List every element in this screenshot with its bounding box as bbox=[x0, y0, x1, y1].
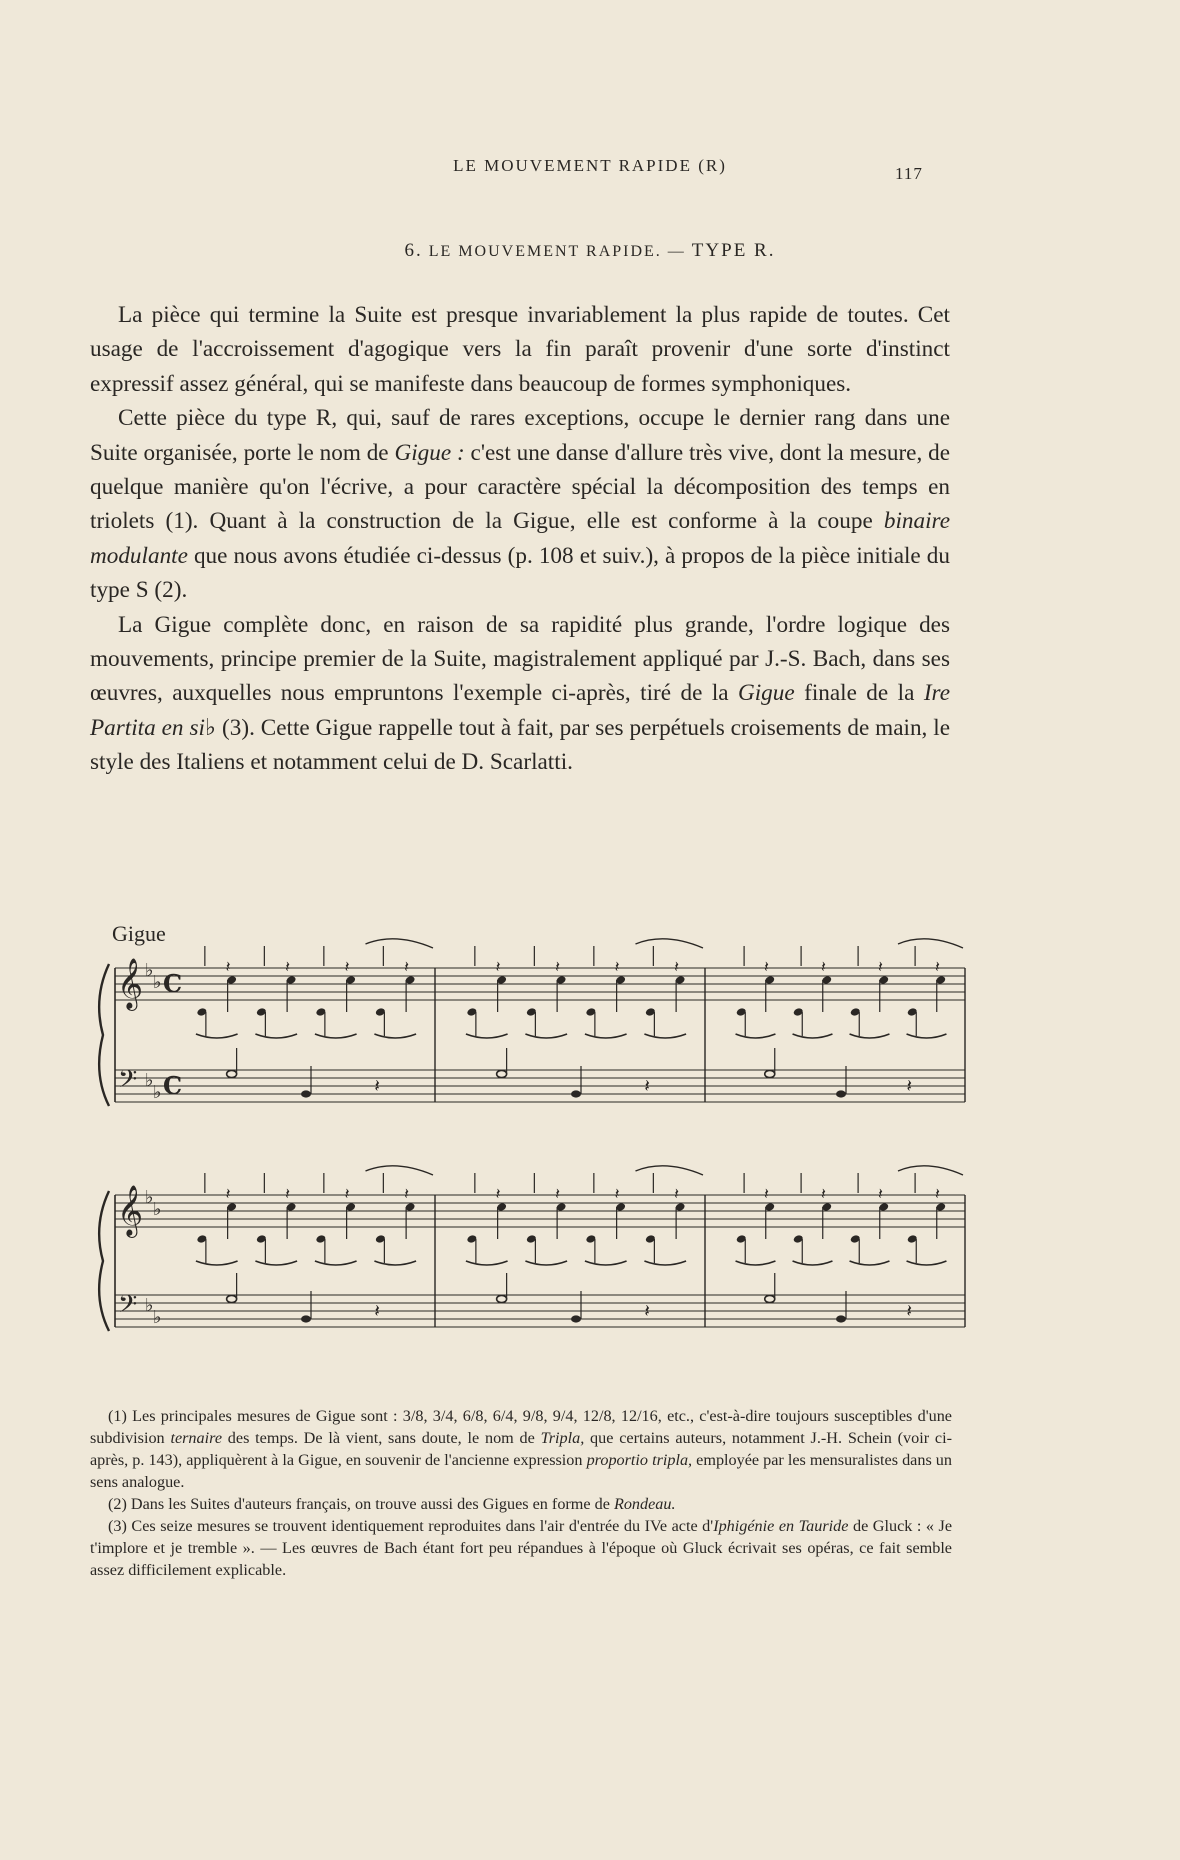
bass-rest: 𝄽 bbox=[906, 1301, 913, 1322]
tie bbox=[366, 1166, 434, 1175]
rest: 𝄽 bbox=[555, 957, 561, 976]
footnote-1 bbox=[90, 1405, 952, 1493]
running-head: LE MOUVEMENT RAPIDE (R) bbox=[453, 156, 727, 175]
bass-half-note bbox=[227, 1295, 237, 1302]
footnote-1-text-c: que certains auteurs, notamment J.-H. Schein (voir ci-après, p. 143), appliquèrent à la Gigue, en souvenir de l'ancienne expression bbox=[90, 1429, 952, 1469]
paragraph-3-italic-partita: Ire Partita en si♭ bbox=[90, 680, 950, 741]
paragraph-3-text-a: La Gigue complète donc, en raison de sa rapidité plus grande, l'ordre logique des mouvements, principe premier de la Suite, magistralement appliqué par J.-S. Bach, dans ses œuvres, auxquelles nous empruntons l'exemple ci-après, tiré de la bbox=[90, 611, 950, 707]
flat-sign: ♭ bbox=[153, 1307, 162, 1328]
beam-slur bbox=[315, 1261, 357, 1265]
beam-slur bbox=[644, 1261, 686, 1265]
beam-slur bbox=[736, 1261, 776, 1265]
section-title: LE MOUVEMENT RAPIDE. — bbox=[428, 243, 686, 260]
rest: 𝄽 bbox=[878, 957, 883, 976]
page-number: 117 bbox=[895, 164, 923, 183]
rest: 𝄽 bbox=[614, 1184, 620, 1203]
bass-quarter-note bbox=[301, 1090, 311, 1097]
flat-sign: ♭ bbox=[145, 1187, 154, 1208]
bass-clef: 𝄢 bbox=[118, 1065, 138, 1100]
rest: 𝄽 bbox=[344, 1184, 350, 1203]
common-time-sign: C bbox=[163, 969, 183, 998]
paragraph-2-text-a: Cette pièce du type R, qui, sauf de rares exceptions, occupe le dernier rang dans une Suite organisée, porte le nom de bbox=[90, 405, 950, 466]
beam-slur bbox=[644, 1034, 686, 1038]
footnote-1-italic-b: Tripla, bbox=[540, 1429, 585, 1447]
bass-quarter-note bbox=[571, 1090, 581, 1097]
rest: 𝄽 bbox=[344, 957, 350, 976]
bass-quarter-note bbox=[571, 1315, 581, 1322]
beam-slur bbox=[196, 1034, 238, 1038]
tie bbox=[898, 1166, 963, 1175]
brace bbox=[99, 1191, 109, 1331]
footnote-2-text-a: (2) Dans les Suites d'auteurs français, on trouve aussi des Gigues en forme de bbox=[108, 1495, 614, 1513]
rest: 𝄽 bbox=[495, 1184, 501, 1203]
footnotes bbox=[90, 1405, 952, 1581]
footnote-1-italic-c: proportio tripla, bbox=[586, 1451, 693, 1469]
bass-clef: 𝄢 bbox=[118, 1290, 138, 1325]
bass-half-note bbox=[765, 1070, 775, 1077]
body-text bbox=[90, 298, 950, 780]
beam-slur bbox=[196, 1261, 238, 1265]
bass-rest: 𝄽 bbox=[374, 1076, 380, 1097]
beam-slur bbox=[525, 1261, 567, 1265]
treble-clef: 𝄞 bbox=[117, 958, 144, 1009]
beam-slur bbox=[850, 1261, 890, 1265]
footnote-3 bbox=[90, 1515, 952, 1581]
rest: 𝄽 bbox=[225, 1184, 231, 1203]
beam-slur bbox=[736, 1034, 776, 1038]
bass-half-note bbox=[227, 1070, 237, 1077]
rest: 𝄽 bbox=[935, 957, 940, 976]
beam-slur bbox=[525, 1034, 567, 1038]
beam-slur bbox=[793, 1034, 833, 1038]
paragraph-2-italic-binaire: binaire modulante bbox=[90, 508, 950, 569]
rest: 𝄽 bbox=[821, 957, 826, 976]
beam-slur bbox=[585, 1261, 627, 1265]
beam-slur bbox=[850, 1034, 890, 1038]
bass-quarter-note bbox=[836, 1315, 846, 1322]
footnote-1-text-b: des temps. De là vient, sans doute, le nom de bbox=[222, 1429, 541, 1447]
footnote-3-text-b: de Gluck : « Je t'implore et je tremble ». — Les œuvres de Bach étant fort peu répandues à l'époque où Gluck écrivait ses opéras, ce fait semble assez difficilement explicable. bbox=[90, 1517, 952, 1579]
bass-quarter-note bbox=[836, 1090, 846, 1097]
bass-quarter-note bbox=[301, 1315, 311, 1322]
beam-slur bbox=[466, 1034, 508, 1038]
bass-rest: 𝄽 bbox=[644, 1301, 650, 1322]
paragraph-3-italic-gigue: Gigue bbox=[737, 680, 795, 707]
flat-sign: ♭ bbox=[145, 1295, 154, 1316]
section-type-label: TYPE R. bbox=[691, 240, 776, 261]
rest: 𝄽 bbox=[404, 957, 410, 976]
footnote-1-text-d: employée par les mensuralistes dans un sens analogue. bbox=[90, 1451, 952, 1491]
rest: 𝄽 bbox=[821, 1184, 826, 1203]
treble-clef: 𝄞 bbox=[117, 1185, 144, 1236]
bass-rest: 𝄽 bbox=[906, 1076, 913, 1097]
flat-sign: ♭ bbox=[153, 972, 162, 993]
paragraph-2 bbox=[90, 401, 950, 607]
flat-sign: ♭ bbox=[153, 1082, 162, 1103]
beam-slur bbox=[374, 1034, 416, 1038]
rest: 𝄽 bbox=[404, 1184, 410, 1203]
tie bbox=[898, 939, 963, 948]
bass-half-note bbox=[497, 1070, 507, 1077]
section-heading bbox=[0, 240, 1180, 262]
rest: 𝄽 bbox=[935, 1184, 940, 1203]
beam-slur bbox=[315, 1034, 357, 1038]
footnote-1-italic-a: ternaire bbox=[170, 1429, 223, 1447]
common-time-sign: C bbox=[163, 1071, 183, 1100]
paragraph-3-text-c: (3). Cette Gigue rappelle tout à fait, par ses perpétuels croisements de main, le style des Italiens et notamment celui de D. Scarlatti. bbox=[90, 714, 950, 776]
rest: 𝄽 bbox=[614, 957, 620, 976]
rest: 𝄽 bbox=[495, 957, 501, 976]
beam-slur bbox=[907, 1261, 947, 1265]
bass-rest: 𝄽 bbox=[374, 1301, 380, 1322]
beam-slur bbox=[585, 1034, 627, 1038]
tie bbox=[636, 939, 704, 948]
flat-sign: ♭ bbox=[145, 1070, 154, 1091]
beam-slur bbox=[793, 1261, 833, 1265]
rest: 𝄽 bbox=[555, 1184, 561, 1203]
music-title: Gigue bbox=[112, 921, 166, 946]
tie bbox=[366, 939, 434, 948]
footnote-3-italic-a: Iphigénie en Tauride bbox=[713, 1517, 849, 1535]
beam-slur bbox=[466, 1261, 508, 1265]
rest: 𝄽 bbox=[878, 1184, 883, 1203]
footnote-2 bbox=[90, 1493, 952, 1515]
beam-slur bbox=[907, 1034, 947, 1038]
score-svg bbox=[90, 918, 970, 1378]
tie bbox=[636, 1166, 704, 1175]
rest: 𝄽 bbox=[674, 957, 680, 976]
paragraph-2-text-b: c'est une danse d'allure très vive, dont la mesure, de quelque manière qu'on l'écrive, a pour caractère spécial la décomposition des temps en triolets (1). Quant à la construction de la Gigue, elle est conforme à la coupe bbox=[90, 439, 950, 535]
beam-slur bbox=[255, 1261, 297, 1265]
rest: 𝄽 bbox=[674, 1184, 680, 1203]
rest: 𝄽 bbox=[225, 957, 231, 976]
bass-half-note bbox=[765, 1295, 775, 1302]
rest: 𝄽 bbox=[285, 1184, 291, 1203]
footnote-3-text-a: (3) Ces seize mesures se trouvent identiquement reproduites dans l'air d'entrée du IVe acte d' bbox=[108, 1517, 714, 1535]
rest: 𝄽 bbox=[764, 957, 769, 976]
paragraph-3 bbox=[90, 608, 950, 780]
paragraph-1: La pièce qui termine la Suite est presque invariablement la plus rapide de toutes. Cet usage de l'accroissement d'agogique vers la fin paraît provenir d'une sorte d'instinct expressif assez général, qui se manifeste dans beaucoup de formes symphoniques. bbox=[90, 302, 950, 397]
flat-sign: ♭ bbox=[153, 1199, 162, 1220]
bass-half-note bbox=[497, 1295, 507, 1302]
section-number: 6. bbox=[404, 240, 423, 261]
flat-sign: ♭ bbox=[145, 960, 154, 981]
brace bbox=[99, 964, 109, 1106]
beam-slur bbox=[374, 1261, 416, 1265]
paragraph-3-text-b: finale de la bbox=[794, 680, 924, 707]
rest: 𝄽 bbox=[764, 1184, 769, 1203]
beam-slur bbox=[255, 1034, 297, 1038]
paragraph-2-italic-gigue: Gigue : bbox=[394, 439, 465, 466]
paragraph-2-text-c: que nous avons étudiée ci-dessus (p. 108 et suiv.), à propos de la pièce initiale du type S (2). bbox=[90, 542, 950, 604]
footnote-2-italic-a: Rondeau. bbox=[613, 1495, 676, 1513]
bass-rest: 𝄽 bbox=[644, 1076, 650, 1097]
rest: 𝄽 bbox=[285, 957, 291, 976]
music-example bbox=[90, 918, 970, 1378]
footnote-1-text-a: (1) Les principales mesures de Gigue sont : 3/8, 3/4, 6/8, 6/4, 9/8, 9/4, 12/8, 12/16, etc., c'est-à-dire toujours susceptibles d'une subdivision bbox=[90, 1407, 952, 1447]
